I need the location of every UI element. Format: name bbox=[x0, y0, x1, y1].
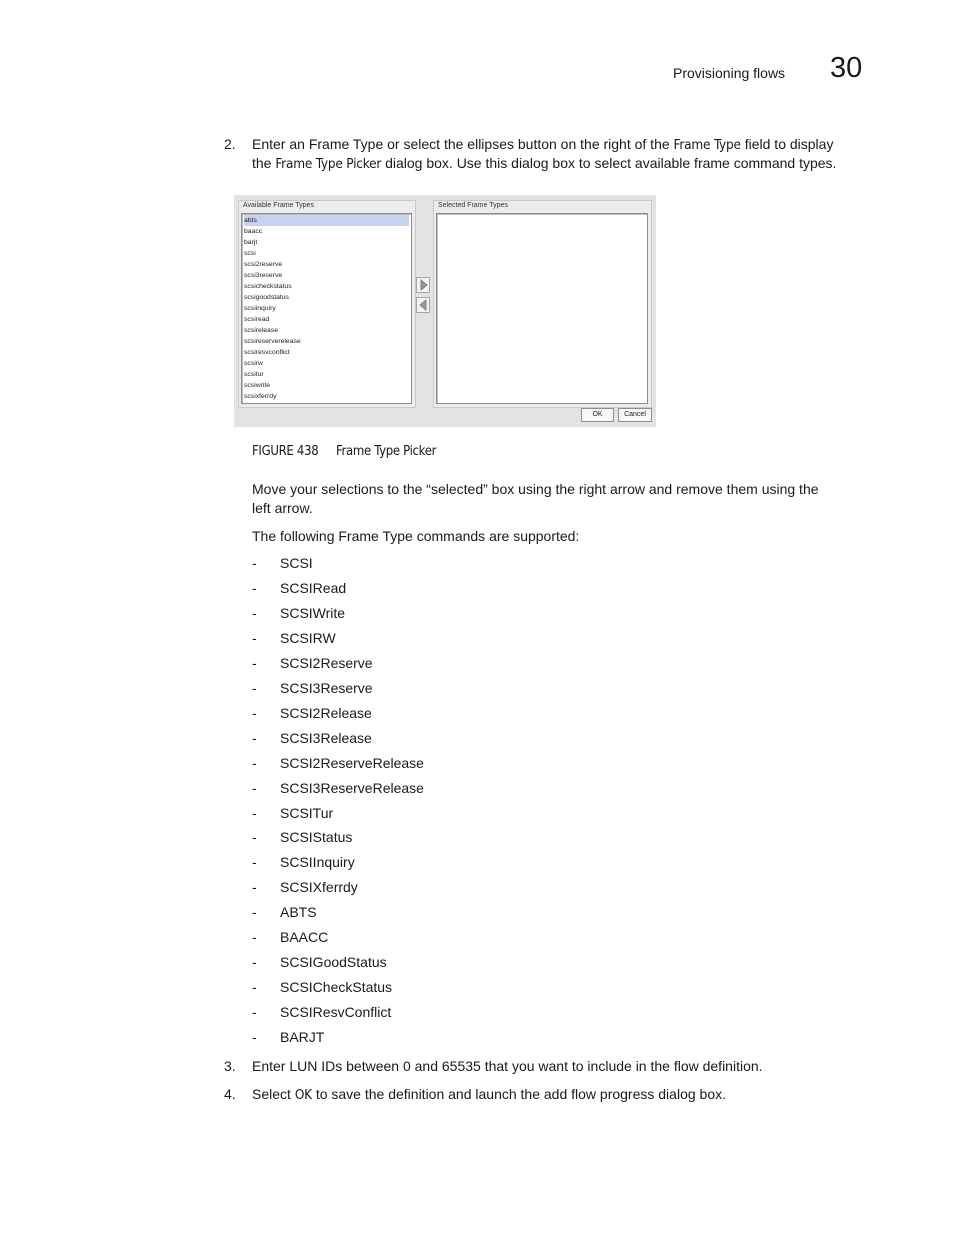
frame-type-picker-dialog bbox=[234, 195, 656, 427]
move-selections-line-2: left arrow. bbox=[252, 500, 313, 516]
available-frame-types-list[interactable] bbox=[241, 213, 412, 404]
supported-command-item: ABTS bbox=[280, 904, 317, 920]
step-4-text: to save the definition and launch the add flow progress dialog box. bbox=[311, 1086, 726, 1102]
supported-intro: The following Frame Type commands are supported: bbox=[252, 528, 580, 544]
figure-label: FIGURE 438 bbox=[252, 444, 319, 459]
supported-command-item: SCSIGoodStatus bbox=[280, 954, 387, 970]
bullet-marker: - bbox=[252, 829, 257, 845]
supported-command-item: SCSITur bbox=[280, 805, 334, 821]
step-2-bold-frame-type: Frame Type bbox=[673, 137, 741, 153]
supported-command-item: SCSIRW bbox=[280, 630, 336, 646]
available-frame-type-item[interactable]: scsireserverelease bbox=[244, 338, 301, 345]
bullet-marker: - bbox=[252, 730, 257, 746]
available-frame-type-item[interactable]: scsirelease bbox=[244, 327, 278, 334]
bullet-marker: - bbox=[252, 854, 257, 870]
step-2-text: field to display bbox=[740, 136, 834, 152]
available-frame-types-title: Available Frame Types bbox=[243, 202, 314, 209]
available-frame-type-item[interactable]: scsirw bbox=[244, 360, 263, 367]
supported-command-item: SCSI3Release bbox=[280, 730, 372, 746]
available-frame-type-item[interactable]: scsiinquiry bbox=[244, 305, 276, 312]
available-frame-type-item[interactable]: baacc bbox=[244, 228, 263, 235]
supported-command-item: SCSIWrite bbox=[280, 605, 346, 621]
bullet-marker: - bbox=[252, 655, 257, 671]
available-frame-type-item[interactable]: scsi2reserve bbox=[244, 261, 283, 268]
selected-frame-types-panel bbox=[433, 200, 652, 408]
bullet-marker: - bbox=[252, 680, 257, 696]
step-3-number: 3. bbox=[224, 1058, 236, 1074]
available-frame-type-item[interactable]: scsixferrdy bbox=[244, 393, 277, 400]
step-2-text: dialog box. Use this dialog box to select available frame command types. bbox=[381, 155, 837, 171]
available-frame-type-item[interactable]: scsi3reserve bbox=[244, 272, 283, 279]
step-4-line bbox=[252, 1085, 726, 1105]
step-2-bold-frame-type-picker: Frame Type Picker bbox=[275, 156, 382, 172]
bullet-marker: - bbox=[252, 580, 257, 596]
bullet-marker: - bbox=[252, 755, 257, 771]
step-4-text: Select bbox=[252, 1086, 295, 1102]
bullet-marker: - bbox=[252, 954, 257, 970]
available-frame-type-item[interactable]: scsicheckstatus bbox=[244, 283, 292, 290]
available-frame-type-item[interactable]: scsitur bbox=[244, 371, 264, 378]
bullet-marker: - bbox=[252, 555, 257, 571]
supported-command-item: SCSI2Release bbox=[280, 705, 372, 721]
figure-title: Frame Type Picker bbox=[336, 444, 437, 459]
right-arrow-icon bbox=[417, 278, 429, 292]
supported-command-item: SCSIResvConflict bbox=[280, 1004, 392, 1020]
bullet-marker: - bbox=[252, 705, 257, 721]
move-left-button[interactable] bbox=[416, 297, 430, 313]
supported-command-item: BAACC bbox=[280, 929, 329, 945]
bullet-marker: - bbox=[252, 1004, 257, 1020]
bullet-marker: - bbox=[252, 929, 257, 945]
available-frame-types-panel bbox=[238, 200, 416, 408]
supported-command-item: SCSIStatus bbox=[280, 829, 353, 845]
available-frame-type-item[interactable]: scsigoodstatus bbox=[244, 294, 289, 301]
step-4-number: 4. bbox=[224, 1086, 236, 1102]
bullet-marker: - bbox=[252, 630, 257, 646]
available-frame-type-item[interactable]: abts bbox=[244, 215, 409, 226]
step-4-bold-ok: OK bbox=[294, 1087, 312, 1103]
available-frame-type-item[interactable]: scsiresvconflict bbox=[244, 349, 290, 356]
supported-command-item: SCSI2ReserveRelease bbox=[280, 755, 424, 771]
step-2-text: the bbox=[252, 155, 276, 171]
supported-command-item: SCSI3ReserveRelease bbox=[280, 780, 424, 796]
available-frame-type-item[interactable]: scsiread bbox=[244, 316, 270, 323]
bullet-marker: - bbox=[252, 904, 257, 920]
supported-command-item: SCSIRead bbox=[280, 580, 347, 596]
bullet-marker: - bbox=[252, 605, 257, 621]
step-2-line-2 bbox=[252, 154, 836, 174]
bullet-marker: - bbox=[252, 805, 257, 821]
available-frame-type-item[interactable]: scsiwrite bbox=[244, 382, 271, 389]
move-selections-line-1: Move your selections to the “selected” box using the right arrow and remove them using the bbox=[252, 481, 819, 497]
step-3-text: Enter LUN IDs between 0 and 65535 that you want to include in the flow definition. bbox=[252, 1058, 763, 1074]
bullet-marker: - bbox=[252, 979, 257, 995]
bullet-marker: - bbox=[252, 1029, 257, 1045]
bullet-marker: - bbox=[252, 879, 257, 895]
selected-frame-types-list[interactable] bbox=[436, 213, 648, 404]
supported-command-item: SCSIInquiry bbox=[280, 854, 355, 870]
available-frame-type-item[interactable]: scsi bbox=[244, 250, 256, 257]
ok-button[interactable]: OK bbox=[581, 408, 614, 422]
supported-command-item: BARJT bbox=[280, 1029, 325, 1045]
cancel-button[interactable]: Cancel bbox=[618, 408, 652, 422]
bullet-marker: - bbox=[252, 780, 257, 796]
step-2-text: Enter an Frame Type or select the ellipses button on the right of the bbox=[252, 136, 674, 152]
running-header-title: Provisioning flows bbox=[673, 65, 786, 81]
supported-command-item: SCSI2Reserve bbox=[280, 655, 373, 671]
supported-command-item: SCSI bbox=[280, 555, 313, 571]
step-2-line-1 bbox=[252, 135, 833, 155]
step-2-number: 2. bbox=[224, 136, 236, 152]
available-frame-type-item[interactable]: barjt bbox=[244, 239, 258, 246]
chapter-number: 30 bbox=[830, 52, 863, 84]
selected-frame-types-title: Selected Frame Types bbox=[438, 202, 508, 209]
supported-command-item: SCSICheckStatus bbox=[280, 979, 393, 995]
supported-command-item: SCSIXferrdy bbox=[280, 879, 358, 895]
left-arrow-icon bbox=[417, 298, 429, 312]
move-right-button[interactable] bbox=[416, 277, 430, 293]
supported-command-item: SCSI3Reserve bbox=[280, 680, 373, 696]
